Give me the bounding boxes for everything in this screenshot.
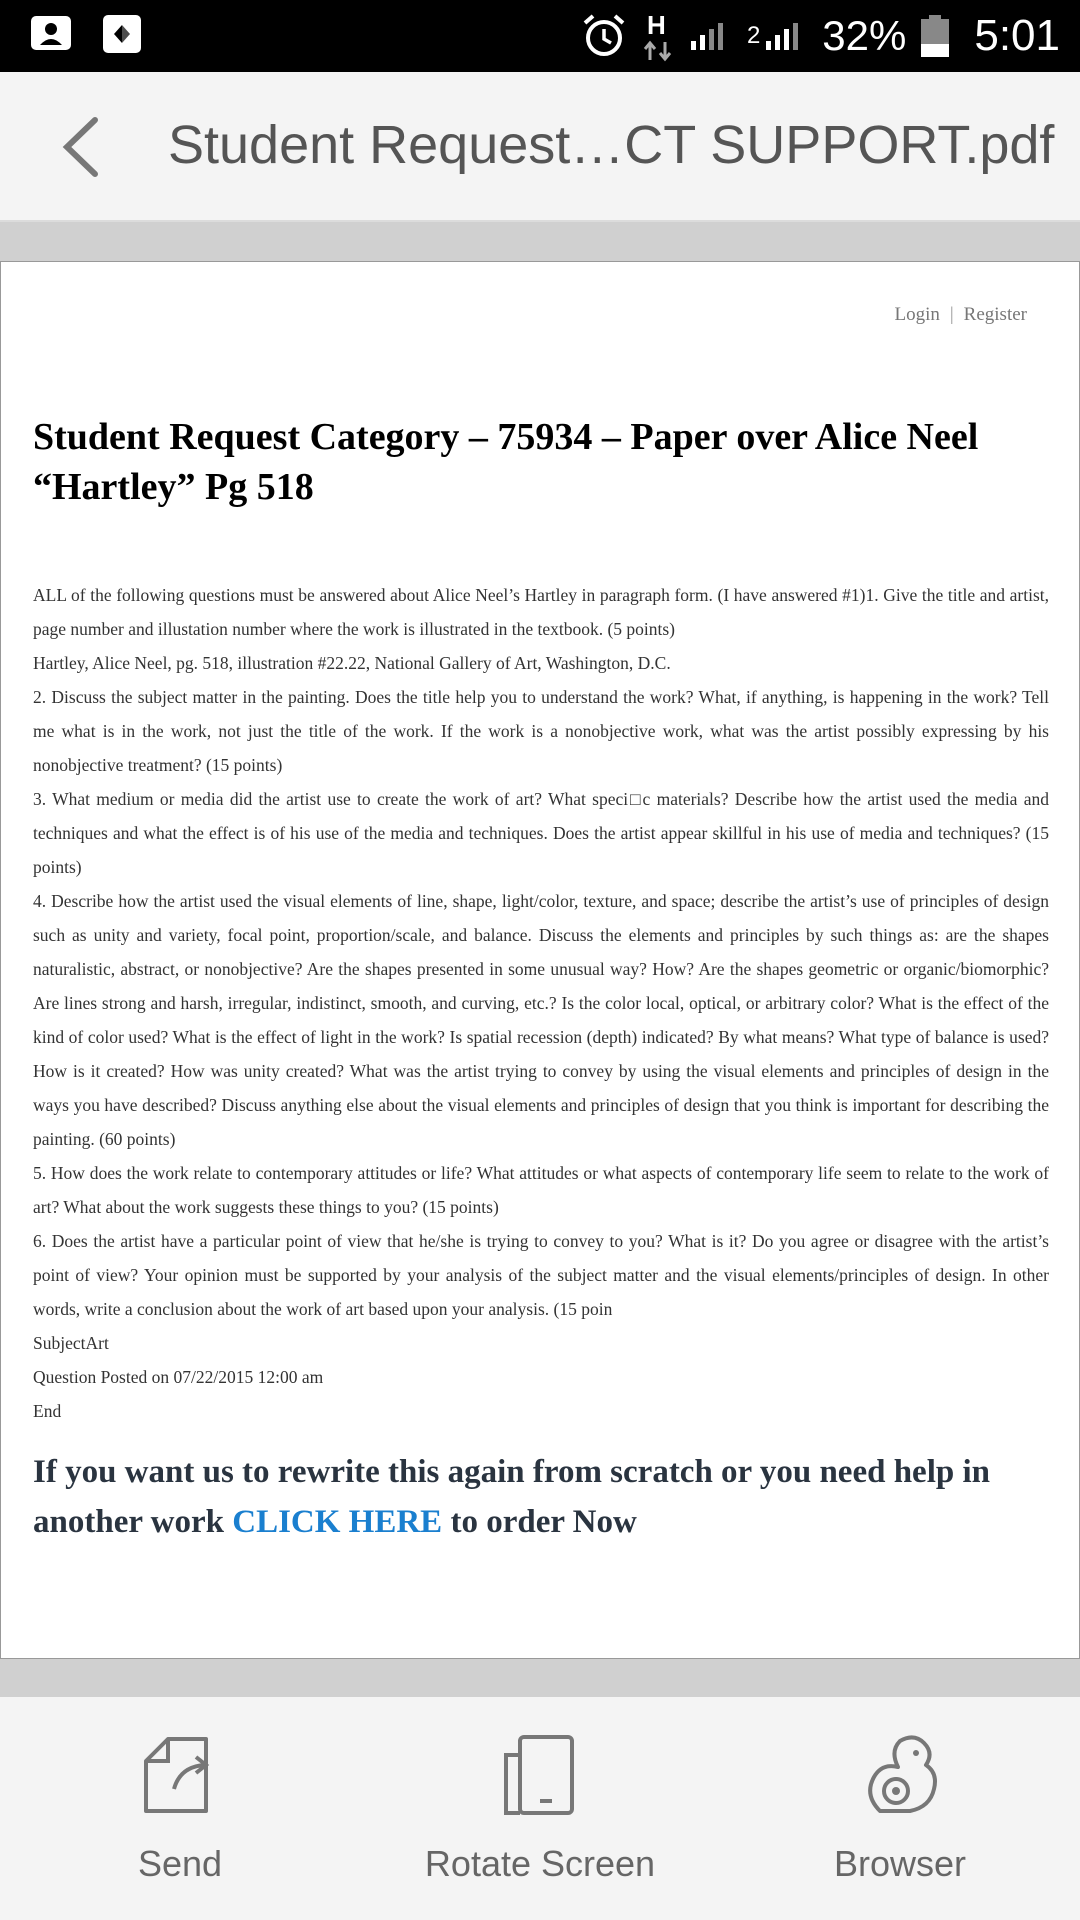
send-label: Send <box>137 1843 223 1884</box>
back-button[interactable] <box>55 112 115 182</box>
send-button[interactable] <box>0 1697 360 1920</box>
paragraph: 3. What medium or media did the artist use to create the work of art? What speci□c materials? Describe how the artist used the media and techniques and what the effect is of his use of the media and techniques. Does the artist appear skillful in his use of media and techniques? (15 points) <box>33 789 1049 877</box>
end-marker: End <box>33 1401 62 1421</box>
signal-sim1-icon <box>689 21 733 51</box>
cta-suffix: to order Now <box>442 1504 637 1540</box>
network-type-indicator: H <box>641 8 675 64</box>
subject-line: SubjectArt <box>33 1333 109 1353</box>
app-bar <box>0 72 1080 222</box>
click-here-link[interactable]: CLICK HERE <box>232 1504 443 1540</box>
send-icon <box>140 1733 220 1817</box>
cta-prefix: If you want us to rewrite this again from scratch or you need help in another work <box>33 1454 990 1540</box>
register-link[interactable]: Register <box>963 304 1027 325</box>
page-headline: Student Request Category – 75934 – Paper over Alice Neel “Hartley” Pg 518 <box>33 416 979 508</box>
status-bar <box>0 0 1080 72</box>
contact-notification-icon <box>30 14 72 54</box>
rotate-screen-label: Rotate Screen <box>424 1843 656 1884</box>
browser-button[interactable] <box>720 1697 1080 1920</box>
bottom-action-bar <box>0 1697 1080 1920</box>
paragraph: 4. Describe how the artist used the visual elements of line, shape, light/color, texture, and space; describe the artist’s use of principles of design such as unity and variety, focal point, proportion/scale, and balance. Discuss the elements and principles by such things as: are the shapes naturalistic, abstract, or nonobjective? Are the shapes presented in some unusual way? How? Are the shapes geometric or organic/biomorphic? Are lines strong and harsh, irregular, indistinct, smooth, and curving, etc.? Is the color local, optical, or arbitrary color? What is the effect of the kind of color used? What is the effect of light in the work? Is spatial recession (depth) indicated? By what means? What type of balance is used? How is it created? How was unity created? What was the artist trying to convey by using the visual elements and principles of design in the ways you have described? Discuss anything else about the visual elements and principles of design that you think is important for describing the painting. (60 points) <box>33 891 1049 1149</box>
notification-icons <box>30 14 142 54</box>
paragraph: 2. Discuss the subject matter in the painting. Does the title help you to understand the work? What, if anything, is happening in the work? Tell me what is in the work, not just the title of the work. If the work is a nonobjective work, what was the artist possibly expressing by his nonobjective treatment? (15 points) <box>33 687 1049 775</box>
rotate-screen-icon <box>500 1733 580 1817</box>
paragraph: 6. Does the artist have a particular point of view that he/she is trying to convey to you? What is it? Do you agree or disagree with the artist’s point of view? Your opinion must be supported by your analysis of the subject matter and the visual elements/principles of design. In other words, write a conclusion about the work of art based upon your analysis. (15 poin <box>33 1231 1049 1319</box>
signal-sim2-icon <box>764 21 808 51</box>
data-arrows-icon <box>641 40 675 62</box>
posted-date: Question Posted on 07/22/2015 12:00 am <box>33 1367 324 1387</box>
document-title: Student Request…CT SUPPORT.pdf <box>168 115 1055 175</box>
login-link[interactable]: Login <box>894 304 940 325</box>
rotate-screen-button[interactable] <box>360 1697 720 1920</box>
clock: 5:01 <box>974 11 1060 60</box>
paragraph: ALL of the following questions must be answered about Alice Neel’s Hartley in paragraph form. (I have answered #1)1. Give the title and artist, page number and illustation number where the work is illustrated in the textbook. (5 points) <box>33 585 1049 639</box>
app-notification-icon <box>102 14 142 54</box>
browser-label: Browser <box>833 1843 967 1884</box>
auth-separator: | <box>949 304 954 325</box>
sim2-label: 2 <box>746 22 761 49</box>
paragraph: Hartley, Alice Neel, pg. 518, illustration #22.22, National Gallery of Art, Washington, D.C. <box>33 653 671 673</box>
question-body <box>33 578 1049 1428</box>
battery-icon <box>920 14 950 58</box>
alarm-icon <box>581 13 627 59</box>
chevron-left-icon <box>55 112 115 182</box>
auth-links <box>894 304 1027 326</box>
browser-icon <box>860 1733 940 1817</box>
paragraph: 5. How does the work relate to contemporary attitudes or life? What attitudes or what aspects of contemporary life seem to relate to the work of art? What about the work suggests these things to you? (15 points) <box>33 1163 1049 1217</box>
order-cta <box>33 1447 1049 1547</box>
pdf-page[interactable] <box>0 261 1080 1659</box>
battery-percent: 32% <box>822 12 907 59</box>
